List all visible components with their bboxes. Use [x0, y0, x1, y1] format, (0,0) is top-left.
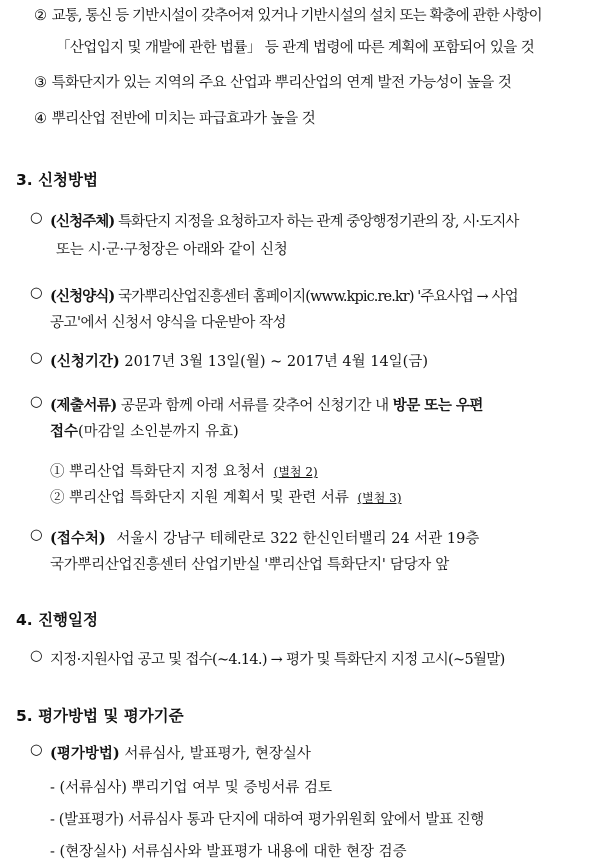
criteria-item-text: 특화단지가 있는 지역의 주요 산업과 뿌리산업의 연계 발전 가능성이 높을 것: [51, 75, 512, 91]
period-label: (신청기간): [50, 353, 120, 370]
docs-method: 방문 또는 우편: [392, 397, 483, 414]
eval-step: - (발표평가) 서류심사 통과 단지에 대하여 평가위원회 앞에서 발표 진행: [50, 812, 484, 828]
criteria-item-3: [34, 71, 511, 92]
subject-line-2: 또는 시·군·구청장은 아래와 같이 신청: [56, 242, 288, 258]
docs-item-1: [50, 460, 318, 481]
form-text: 국가뿌리산업진흥센터 홈페이지(www.kpic.re.kr) '주요사업 → 사업: [118, 289, 518, 305]
method-line: [50, 742, 311, 763]
criteria-item-2: [34, 4, 542, 25]
docs-receipt: 접수: [50, 423, 79, 440]
criteria-item-number: ④: [34, 111, 47, 127]
bullet-icon: ○: [30, 285, 43, 301]
docs-item-text: 뿌리산업 특화단지 지정 요청서: [69, 464, 266, 480]
criteria-item-text: 교통, 통신 등 기반시설이 갖추어져 있거나 기반시설의 설치 또는 확충에 관한 사항이: [51, 8, 542, 24]
bullet-icon: ○: [30, 648, 43, 664]
form-label: (신청양식): [50, 288, 115, 305]
criteria-item-4: [34, 107, 315, 128]
subject-text: 특화단지 지정을 요청하고자 하는 관계 중앙행정기관의 장, 시·도지사: [118, 214, 519, 230]
docs-line-1: [50, 394, 483, 415]
bullet-icon: ○: [30, 210, 43, 226]
eval-step: - (현장실사) 서류심사와 발표평가 내용에 대한 현장 검증: [50, 844, 407, 860]
period-text: 2017년 3월 13일(월) ~ 2017년 4월 14일(금): [124, 354, 429, 370]
office-label: (접수처): [50, 530, 106, 547]
docs-item-number: ②: [50, 490, 65, 506]
docs-item-ref: (별첨 3): [357, 491, 402, 505]
bullet-icon: ○: [30, 394, 43, 410]
form-line-2: 공고'에서 신청서 양식을 다운받아 작성: [50, 315, 287, 331]
criteria-item-number: ②: [34, 8, 47, 24]
bullet-icon: ○: [30, 527, 43, 543]
section-4-heading: 4. 진행일정: [16, 611, 98, 629]
section-3-heading: 3. 신청방법: [16, 171, 98, 189]
office-address: 서울시 강남구 테헤란로 322 한신인터밸리 24 서관 19층: [116, 531, 480, 547]
eval-step: - (서류심사) 뿌리기업 여부 및 증빙서류 검토: [50, 780, 332, 796]
docs-item-2: [50, 486, 402, 507]
docs-line-2: [50, 420, 239, 441]
bullet-icon: ○: [30, 742, 43, 758]
docs-text: 공문과 함께 아래 서류를 갖추어 신청기간 내: [120, 398, 389, 414]
subject-label: (신청주체): [50, 213, 115, 230]
docs-item-number: ①: [50, 464, 65, 480]
period-line: [50, 350, 428, 371]
criteria-item-number: ③: [34, 75, 47, 91]
bullet-icon: ○: [30, 350, 43, 366]
subject-line-1: [50, 210, 518, 231]
section-5-heading: 5. 평가방법 및 평가기준: [16, 707, 184, 725]
office-line-2: 국가뿌리산업진흥센터 산업기반실 '뿌리산업 특화단지' 담당자 앞: [50, 557, 450, 573]
office-line-1: [50, 527, 479, 548]
docs-label: (제출서류): [50, 397, 117, 414]
method-label: (평가방법): [50, 745, 120, 762]
method-text: 서류심사, 발표평가, 현장실사: [124, 746, 311, 762]
criteria-item-2-continued: 「산업입지 및 개발에 관한 법률」 등 관계 법령에 따른 계획에 포함되어 있을 것: [56, 40, 535, 56]
docs-item-ref: (별첨 2): [273, 465, 318, 479]
criteria-item-text: 뿌리산업 전반에 미치는 파급효과가 높을 것: [51, 111, 316, 127]
docs-deadline: (마감일 소인분까지 유효): [78, 424, 239, 440]
schedule-text: 지정·지원사업 공고 및 접수(~4.14.) → 평가 및 특화단지 지정 고시(~5월말): [50, 652, 505, 668]
form-line-1: [50, 285, 518, 306]
docs-item-text: 뿌리산업 특화단지 지원 계획서 및 관련 서류: [69, 490, 349, 506]
